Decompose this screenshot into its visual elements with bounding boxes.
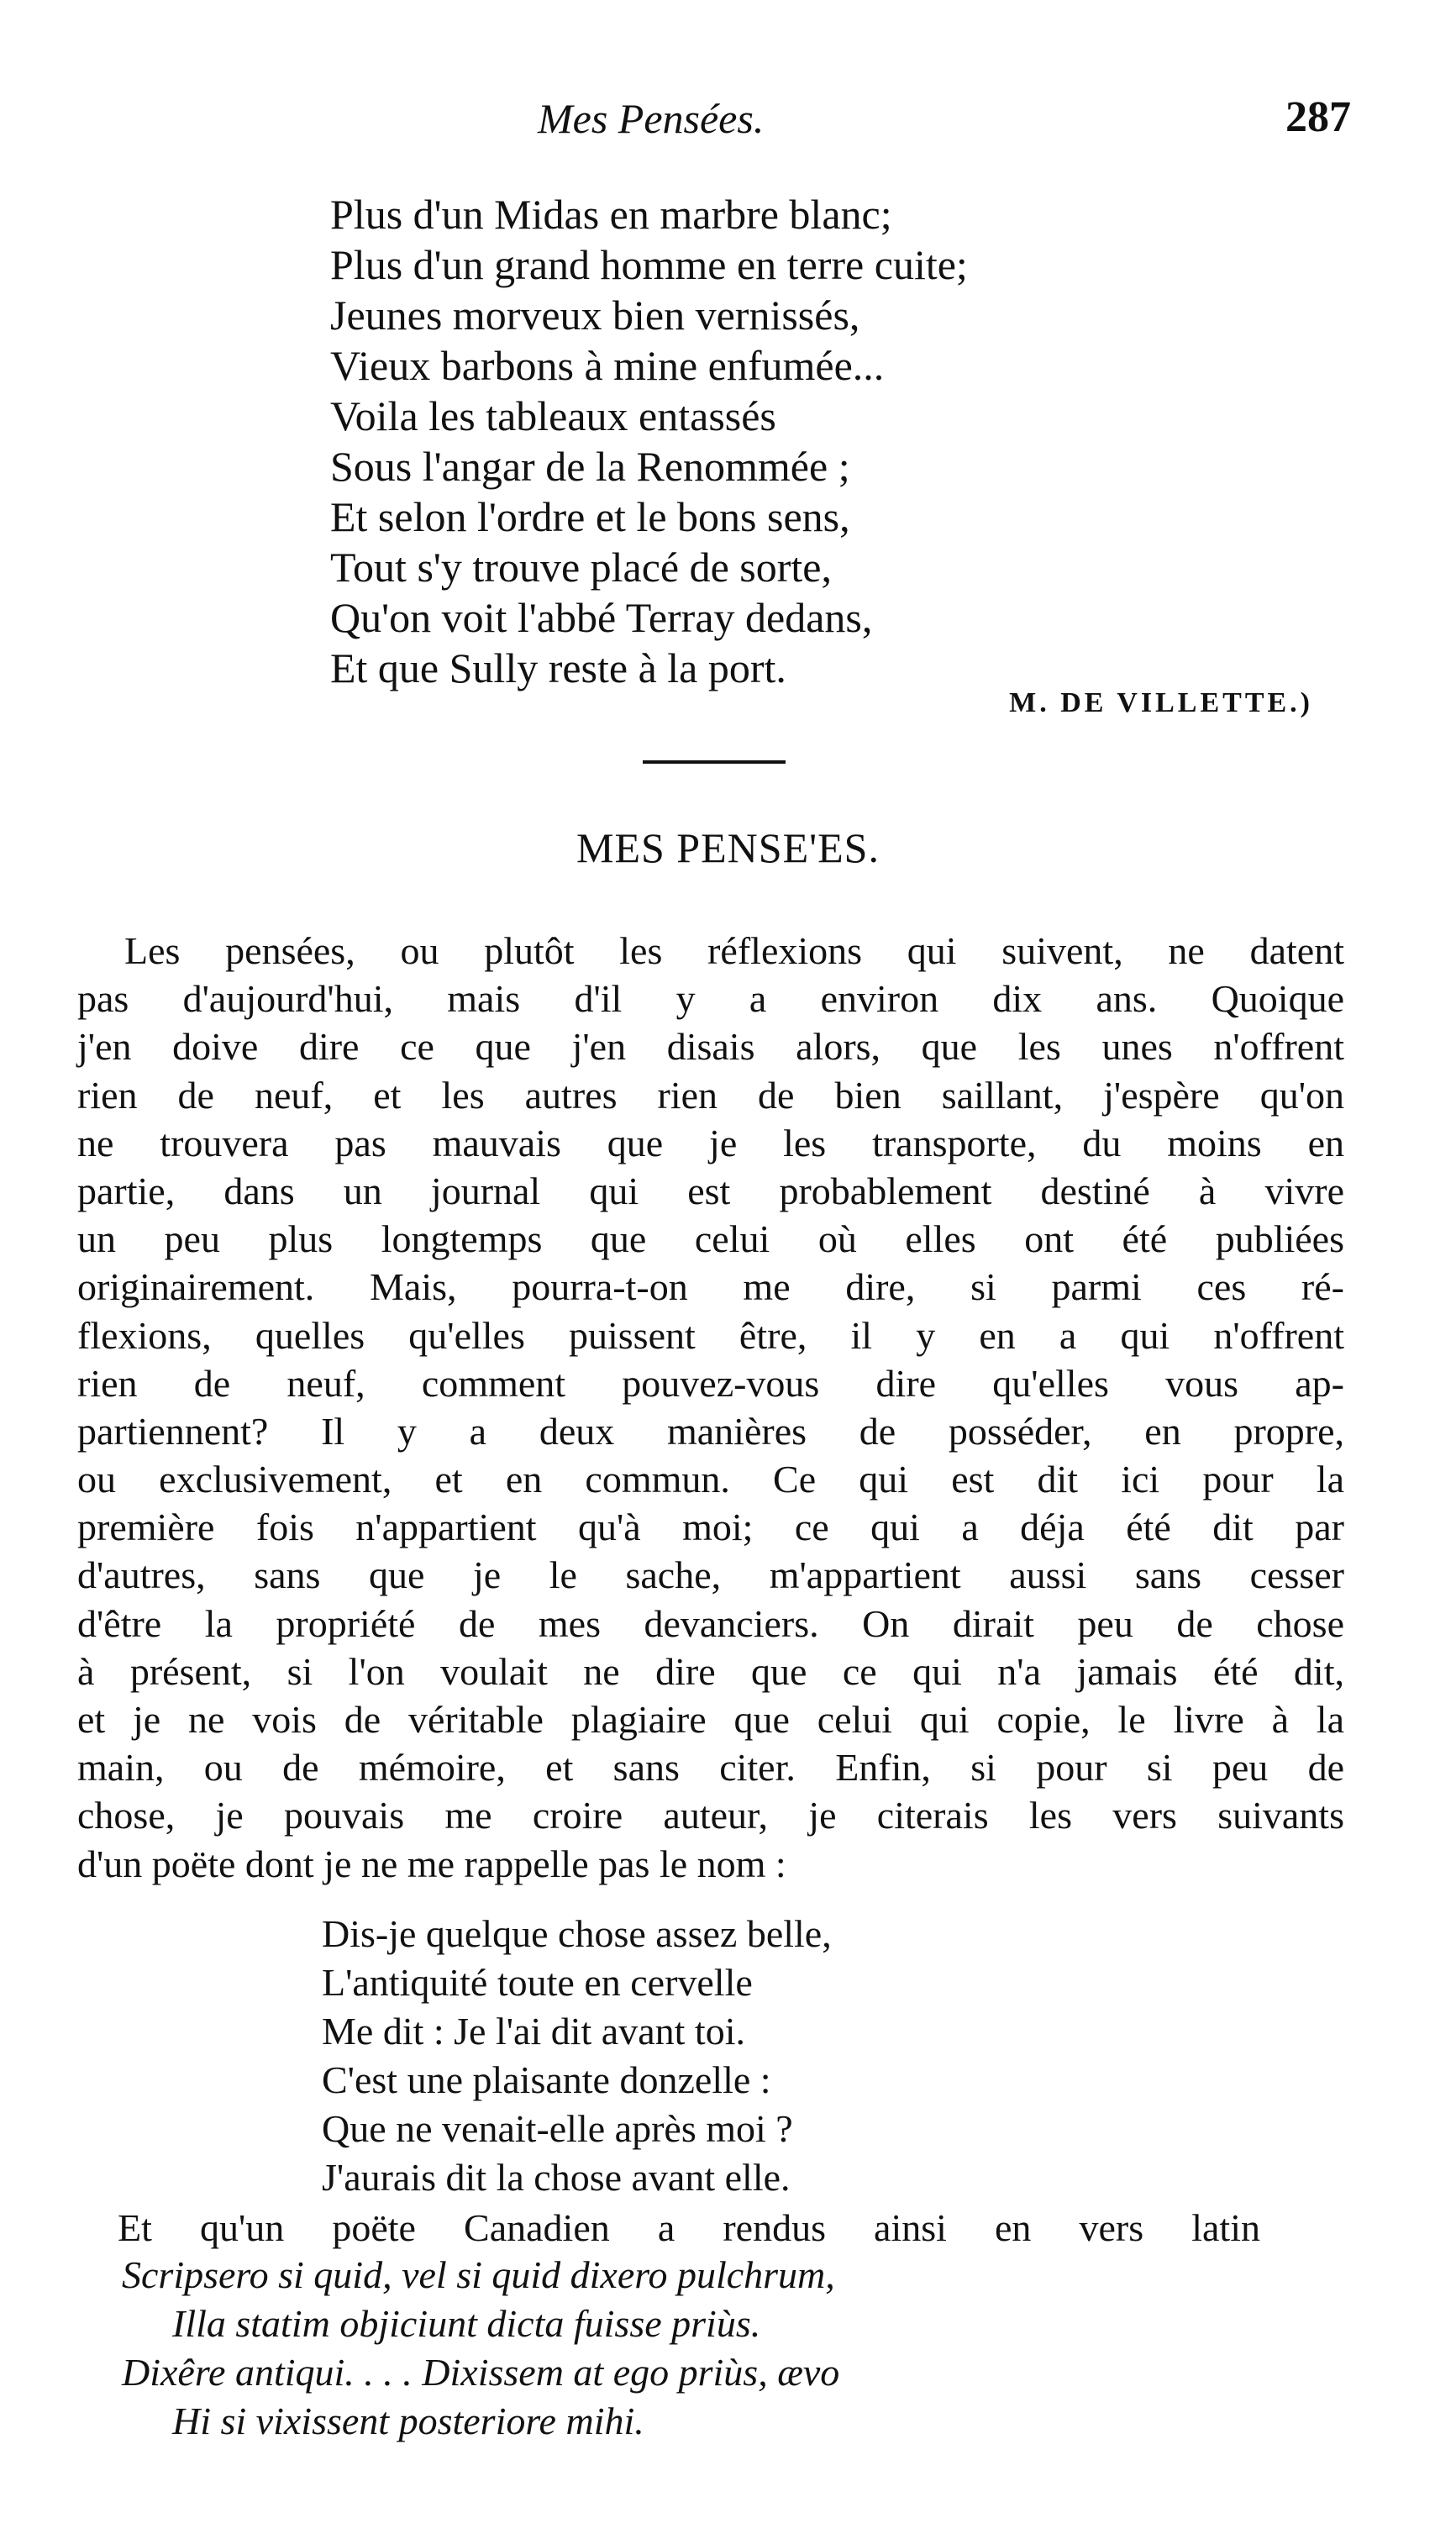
section-divider bbox=[643, 760, 786, 764]
prose-line: originairement. Mais, pourra-t-on me dire, si parmi ces ré- bbox=[77, 1265, 1344, 1309]
poem-line: Vieux barbons à mine enfumée... bbox=[330, 342, 885, 389]
quote-line: Me dit : Je l'ai dit avant toi. bbox=[322, 2010, 745, 2053]
prose-line: à présent, si l'on voulait ne dire que ce qui n'a jamais été dit, bbox=[77, 1649, 1344, 1693]
running-header-title: Mes Pensées. bbox=[538, 95, 765, 142]
prose-line: j'en doive dire ce que j'en disais alors, que les unes n'offrent bbox=[77, 1025, 1344, 1069]
prose-line: un peu plus longtemps que celui où elles ont été publiées bbox=[77, 1217, 1344, 1261]
poem-attribution: M. DE VILLETTE.) bbox=[1009, 687, 1313, 718]
latin-line: Scripsero si quid, vel si quid dixero pulchrum, bbox=[122, 2253, 835, 2296]
poem-line: Plus d'un Midas en marbre blanc; bbox=[330, 191, 892, 238]
prose-line: première fois n'appartient qu'à moi; ce qui a déja été dit par bbox=[77, 1506, 1344, 1549]
prose-line: d'un poëte dont je ne me rappelle pas le nom : bbox=[77, 1842, 786, 1885]
prose-line: partiennent? Il y a deux manières de posséder, en propre, bbox=[77, 1409, 1344, 1453]
quote-line: L'antiquité toute en cervelle bbox=[322, 1961, 753, 2004]
quote-line: J'aurais dit la chose avant elle. bbox=[322, 2156, 791, 2199]
prose-line: ne trouvera pas mauvais que je les transporte, du moins en bbox=[77, 1121, 1344, 1164]
poem-line: Et que Sully reste à la port. bbox=[330, 644, 786, 691]
prose-paragraph bbox=[77, 927, 1344, 1888]
prose-line: et je ne vois de véritable plagiaire que celui qui copie, le livre à la bbox=[77, 1698, 1344, 1741]
poem-quote bbox=[322, 1910, 832, 2202]
poem-line: Sous l'angar de la Renommée ; bbox=[330, 443, 850, 490]
prose-line: rien de neuf, comment pouvez-vous dire qu'elles vous ap- bbox=[77, 1361, 1344, 1405]
poem-line: Tout s'y trouve placé de sorte, bbox=[330, 544, 832, 591]
prose-line: rien de neuf, et les autres rien de bien saillant, j'espère qu'on bbox=[77, 1073, 1344, 1117]
poem-line: Et selon l'ordre et le bons sens, bbox=[330, 493, 850, 540]
prose-line: pas d'aujourd'hui, mais d'il y a environ dix ans. Quoique bbox=[77, 977, 1344, 1021]
poem-top bbox=[330, 189, 968, 693]
latin-line: Illa statim objiciunt dicta fuisse priùs. bbox=[172, 2302, 761, 2345]
prose-line: chose, je pouvais me croire auteur, je citerais les vers suivants bbox=[77, 1794, 1344, 1837]
transition-sentence: Et qu'un poëte Canadien a rendus ainsi en vers latin bbox=[118, 2206, 1260, 2249]
quote-line: C'est une plaisante donzelle : bbox=[322, 2058, 771, 2101]
poem-line: Qu'on voit l'abbé Terray dedans, bbox=[330, 594, 873, 641]
poem-line: Jeunes morveux bien vernissés, bbox=[330, 292, 860, 339]
latin-line: Dixêre antiqui. . . . Dixissem at ego priùs, ævo bbox=[122, 2351, 840, 2394]
prose-line: flexions, quelles qu'elles puissent être, il y en a qui n'offrent bbox=[77, 1313, 1344, 1357]
prose-line: d'être la propriété de mes devanciers. On dirait peu de chose bbox=[77, 1601, 1344, 1645]
prose-line: d'autres, sans que je le sache, m'appartient aussi sans cesser bbox=[77, 1553, 1344, 1597]
prose-line: partie, dans un journal qui est probablement destiné à vivre bbox=[77, 1169, 1344, 1212]
quote-line: Que ne venait-elle après moi ? bbox=[322, 2107, 793, 2150]
poem-line: Voila les tableaux entassés bbox=[330, 392, 776, 439]
prose-line: Les pensées, ou plutôt les réflexions qui suivent, ne datent bbox=[124, 929, 1344, 972]
prose-line: main, ou de mémoire, et sans citer. Enfin, si pour si peu de bbox=[77, 1746, 1344, 1790]
page-number: 287 bbox=[1285, 93, 1351, 141]
latin-line: Hi si vixissent posteriore mihi. bbox=[172, 2399, 644, 2442]
prose-line: ou exclusivement, et en commun. Ce qui est dit ici pour la bbox=[77, 1458, 1344, 1501]
quote-line: Dis-je quelque chose assez belle, bbox=[322, 1912, 832, 1955]
section-title: MES PENSE'ES. bbox=[576, 824, 880, 871]
poem-line: Plus d'un grand homme en terre cuite; bbox=[330, 241, 968, 288]
